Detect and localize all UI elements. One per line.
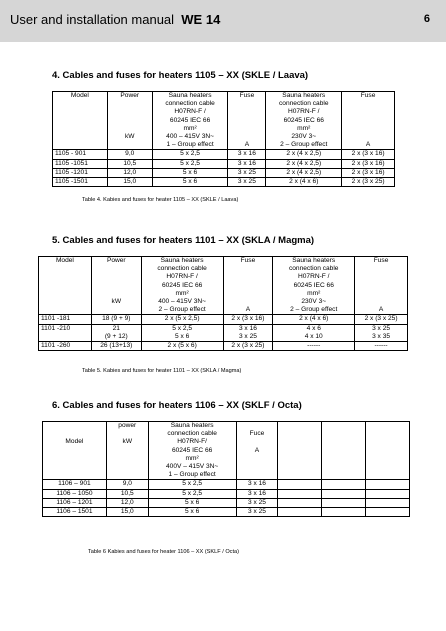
table-cell: 1101 -181 [39,315,92,324]
table-cell: 3 x 16 3 x 25 [223,324,273,341]
table-cell: 1106 – 901 [43,480,107,489]
header-row [43,422,410,480]
table-cell: 1105 -1201 [53,168,108,177]
table-cell: 3 x 16 [228,159,266,168]
table-cell: 2 x (5 x 2,5) [141,315,223,324]
table-row [43,489,410,498]
empty-cell [366,480,410,489]
column-header: Model [53,92,108,150]
table-6-caption: Table 6 Kabies and fuses for heater 1106 – XX (SKLF / Octa) [88,549,240,555]
table-cell: 2 x (3 x 25) [342,178,395,187]
table-cell: 21 (9 + 12) [91,324,141,341]
table-cell: 2 x (4 x 2,5) [266,168,342,177]
column-header: Sauna heaters connection cable H07RN-F / 60245 IEC 66 mm² 230V 3~ 2 – Group effect [273,257,355,315]
empty-cell [278,422,322,480]
empty-cell [366,422,410,480]
empty-cell [278,498,322,507]
table-cell: 5 x 6 [152,178,228,187]
empty-cell [366,489,410,498]
column-header: Model [39,257,92,315]
table-cell: 5 x 2,5 [148,489,236,498]
table-cell: 1105 -1051 [53,159,108,168]
column-header: Sauna heaters connection cable H07RN-F / 60245 IEC 66 mm² 400 – 415V 3N~ 2 – Group effect [141,257,223,315]
table-cell: 12,0 [107,168,152,177]
table-cell: 5 x 6 [148,498,236,507]
header-row [53,92,395,150]
table-cell: 3 x 25 3 x 35 [355,324,408,341]
table-row [53,150,395,159]
table-cell: 5 x 2,5 [148,480,236,489]
table-row [39,315,408,324]
table-cell: 5 x 6 [148,508,236,517]
section-6-heading: 6. Cables and fuses for heaters 1106 – XX (SKLF / Octa) [52,400,302,411]
table-row [39,342,408,351]
table-cell: 9,0 [107,150,152,159]
page-number: 6 [423,13,430,25]
table-cell: 5 x 6 [152,168,228,177]
table-cell: 5 x 2,5 [152,159,228,168]
table-5-caption: Table 5. Kabies and fuses for heater 1101 – XX (SKLA / Magma) [82,368,242,374]
section-5-heading: 5. Cables and fuses for heaters 1101 – XX (SKLA / Magma) [52,235,315,246]
column-header: Power kW [91,257,141,315]
empty-cell [366,498,410,507]
empty-cell [278,480,322,489]
table-cell: 1101 -260 [39,342,92,351]
empty-cell [322,489,366,498]
table-6 [42,421,410,517]
table-cell: 2 x (3 x 16) [223,315,273,324]
table-cell: 3 x 25 [236,498,278,507]
table-cell: 3 x 16 [228,150,266,159]
table-cell: 15,0 [106,508,148,517]
column-header: Power kW [107,92,152,150]
table-cell: 2 x (3 x 16) [342,159,395,168]
table-cell: 3 x 25 [228,168,266,177]
column-header: Fuse A [342,92,395,150]
table-cell: 2 x (5 x 6) [141,342,223,351]
empty-cell [322,498,366,507]
page-header [0,0,446,42]
table-cell: 1105 -1501 [53,178,108,187]
table-cell: 2 x (3 x 25) [355,315,408,324]
table-cell: 1101 -210 [39,324,92,341]
table-cell: 2 x (3 x 25) [223,342,273,351]
empty-cell [366,508,410,517]
column-header: Model [43,422,107,480]
table-cell: 3 x 25 [236,508,278,517]
column-header: Sauna heaters connection cable H07RN-F/ 60245 IEC 66 mm² 400V – 415V 3N~ 1 – Group effect [148,422,236,480]
model-name: WE 14 [181,12,221,27]
table-row [43,508,410,517]
empty-cell [322,422,366,480]
column-header: Sauna heaters connection cable H07RN-F / 60245 IEC 66 mm² 230V 3~ 2 – Group effect [266,92,342,150]
table-4-caption: Table 4. Kabies and fuses for heater 1105 – XX (SKLE / Laava) [82,197,239,203]
empty-cell [322,508,366,517]
table-cell: 2 x (3 x 16) [342,150,395,159]
table-row [43,498,410,507]
empty-cell [322,480,366,489]
column-header: Sauna heaters connection cable H07RN-F / 60245 IEC 66 mm² 400 – 415V 3N~ 1 – Group effect [152,92,228,150]
table-cell: ------ [273,342,355,351]
table-cell: 1106 – 1050 [43,489,107,498]
table-cell: 10,5 [107,159,152,168]
column-header: Fuse A [223,257,273,315]
table-cell: 2 x (3 x 16) [342,168,395,177]
table-row [53,178,395,187]
table-cell: 2 x (4 x 2,5) [266,159,342,168]
header-title [10,12,220,27]
empty-cell [278,489,322,498]
manual-title: User and installation manual [10,12,175,27]
table-cell: 3 x 16 [236,489,278,498]
table-cell: 4 x 6 4 x 10 [273,324,355,341]
table-cell: 26 (13+13) [91,342,141,351]
table-5 [38,256,408,351]
table-cell: 2 x (4 x 2,5) [266,150,342,159]
table-cell: 18 (9 + 9) [91,315,141,324]
table-cell: 1106 – 1501 [43,508,107,517]
table-cell: 1105 - 901 [53,150,108,159]
table-cell: 12,0 [106,498,148,507]
column-header: Fuce A [236,422,278,480]
empty-cell [278,508,322,517]
column-header: Fuse A [228,92,266,150]
table-cell: 9,0 [106,480,148,489]
table-row [53,168,395,177]
table-cell: ------ [355,342,408,351]
column-header: power kW [106,422,148,480]
table-cell: 2 x (4 x 6) [266,178,342,187]
table-4 [52,91,395,187]
table-cell: 3 x 25 [228,178,266,187]
column-header: Fuse A [355,257,408,315]
table-row [43,480,410,489]
header-row [39,257,408,315]
table-row [39,324,408,341]
table-row [53,159,395,168]
table-cell: 5 x 2,5 5 x 6 [141,324,223,341]
table-cell: 15,0 [107,178,152,187]
table-cell: 3 x 16 [236,480,278,489]
table-cell: 5 x 2,5 [152,150,228,159]
section-4-heading: 4. Cables and fuses for heaters 1105 – XX (SKLE / Laava) [52,70,309,81]
table-cell: 2 x (4 x 6) [273,315,355,324]
table-cell: 10,5 [106,489,148,498]
table-cell: 1106 – 1201 [43,498,107,507]
